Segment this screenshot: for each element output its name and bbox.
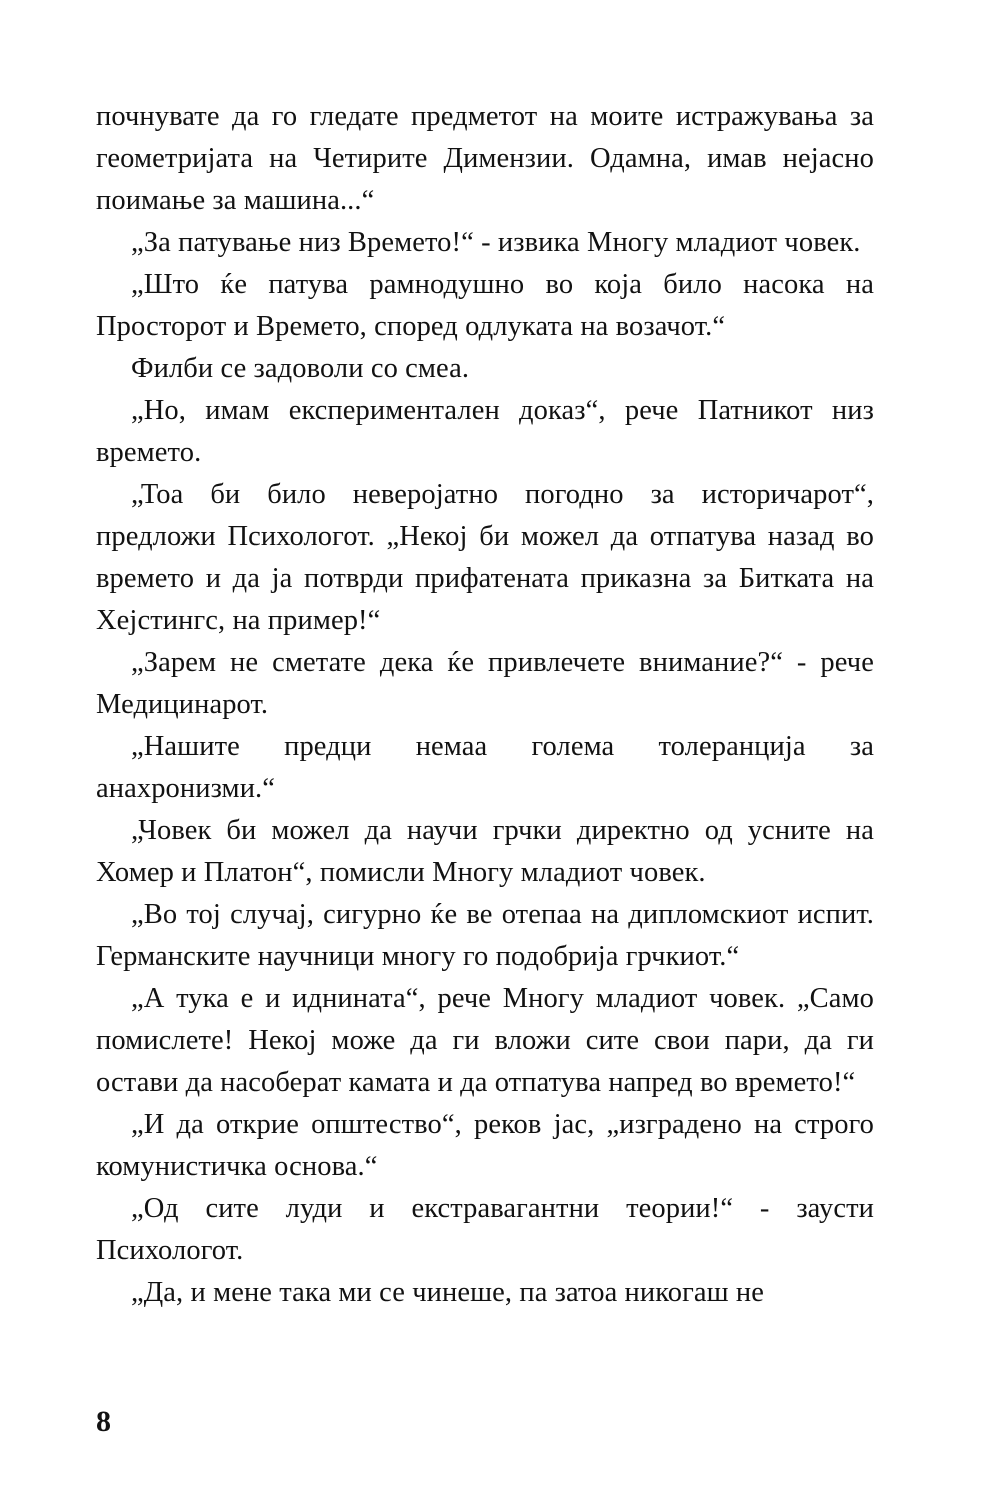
- paragraph-8: „Нашите предци немаа голема толеранција за анахронизми.“: [96, 731, 874, 804]
- paragraph-14: „Да, и мене така ми се чинеше, па затоа никогаш не: [131, 1277, 765, 1308]
- page-number: 8: [96, 1405, 111, 1438]
- paragraph-1: почнувате да го гледате предметот на моите истражувања за геометријата на Четирите Димензии. Одамна, имав нејасно поимање за машина...“: [96, 101, 874, 216]
- paragraph-11: „А тука е и иднината“, рече Многу младиот човек. „Само помислете! Некој може да ги вложи сите свои пари, да ги остави да насоберат камата и да отпатува напред во времето!“: [96, 983, 874, 1098]
- page-text-body: [96, 96, 874, 1314]
- paragraph-2: „За патување низ Времето!“ - извика Многу младиот човек.: [131, 227, 861, 258]
- paragraph-13: „Од сите луди и екстравагантни теории!“ - заусти Психологот.: [96, 1193, 874, 1266]
- paragraph-3: „Што ќе патува рамнодушно во која било насока на Просторот и Времето, според одлуката на возачот.“: [96, 269, 874, 342]
- paragraph-5: „Но, имам експериментален доказ“, рече Патникот низ времето.: [96, 395, 874, 468]
- paragraph-6: „Тоа би било неверојатно погодно за историчарот“, предложи Психологот. „Некој би можел да отпатува назад во времето и да ја потврди прифатената приказна за Битката на Хејстингс, на пример!“: [96, 479, 874, 636]
- paragraph-10: „Во тој случај, сигурно ќе ве отепаа на дипломскиот испит. Германските научници многу го подобрија грчкиот.“: [96, 899, 874, 972]
- paragraph-4: Филби се задоволи со смеа.: [131, 353, 470, 384]
- paragraph-12: „И да открие општество“, реков јас, „изградено на строго комунистичка основа.“: [96, 1109, 874, 1182]
- paragraph-7: „Зарем не сметате дека ќе привлечете внимание?“ - рече Медицинарот.: [96, 647, 874, 720]
- paragraph-9: „Човек би можел да научи грчки директно од усните на Хомер и Платон“, помисли Многу младиот човек.: [96, 815, 874, 888]
